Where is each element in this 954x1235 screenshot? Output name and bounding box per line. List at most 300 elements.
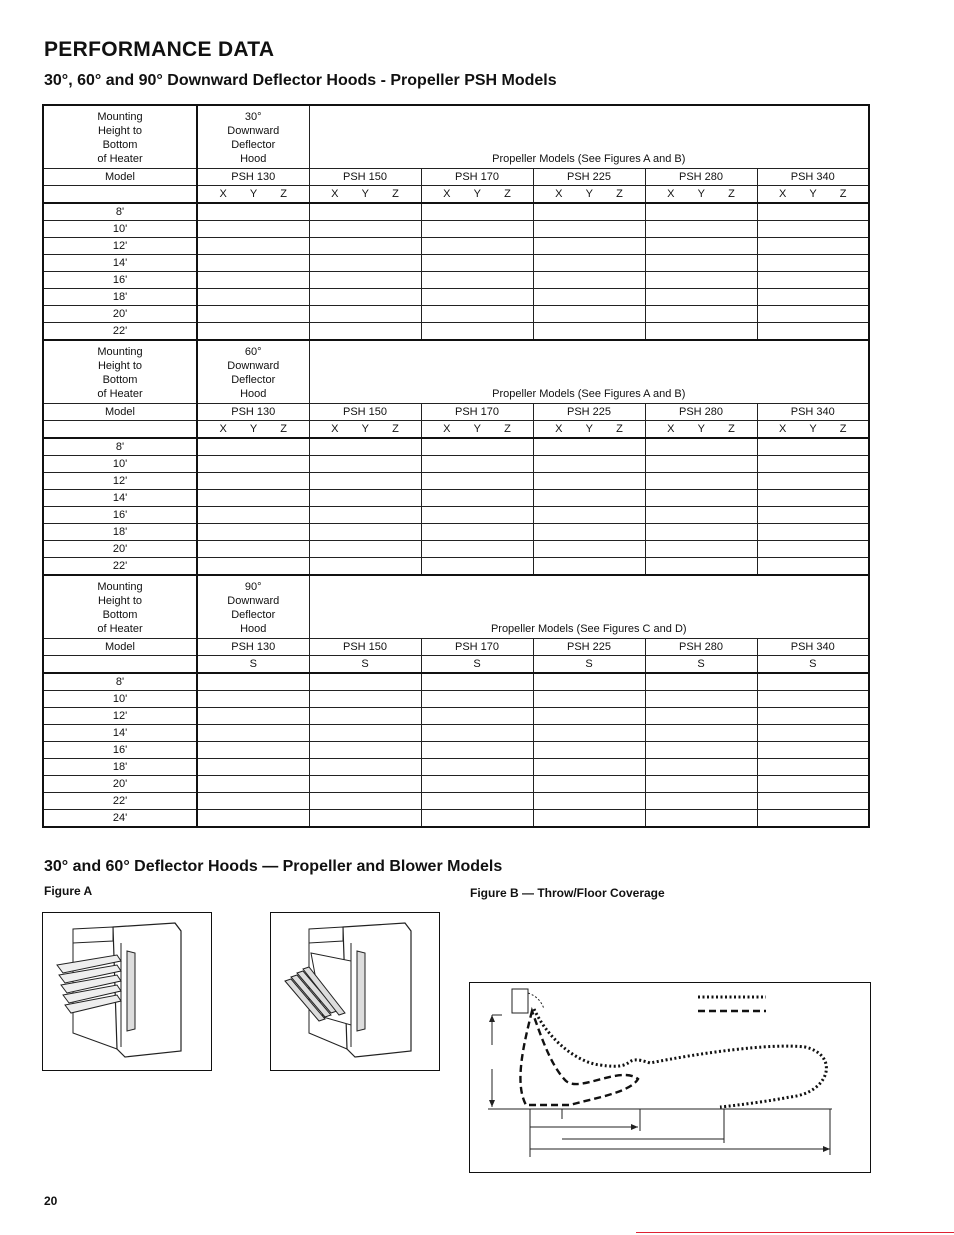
table-row (43, 793, 869, 810)
table-cell (533, 776, 645, 793)
model-row (43, 169, 869, 186)
table-cell (197, 456, 309, 473)
model-row (43, 404, 869, 421)
table-cell (197, 289, 309, 306)
sub-column-label: Y (249, 188, 258, 200)
sub-column-label: Y (473, 423, 481, 435)
table-cell (533, 708, 645, 725)
sub-column-cell (645, 421, 757, 439)
table-cell (421, 507, 533, 524)
table-cell (757, 306, 869, 323)
sub-column-row (43, 421, 869, 439)
table-cell (421, 289, 533, 306)
figure-b-throw-coverage-diagram (469, 982, 871, 1173)
table-cell (645, 490, 757, 507)
mounting-height-cell: 10' (43, 691, 197, 708)
table-cell (757, 776, 869, 793)
table-cell (533, 759, 645, 776)
table-row (43, 456, 869, 473)
sub-column-label: S (809, 658, 817, 670)
table-cell (197, 255, 309, 272)
sub-column-label: X (555, 188, 563, 200)
table-row (43, 306, 869, 323)
model-header-cell: PSH 225 (533, 169, 645, 186)
table-cell (533, 490, 645, 507)
table-cell (309, 456, 421, 473)
mounting-height-cell: 18' (43, 524, 197, 541)
table-cell (757, 524, 869, 541)
table-cell (309, 490, 421, 507)
model-header-cell: PSH 150 (309, 639, 421, 656)
table-cell (645, 306, 757, 323)
sub-column-label: X (667, 188, 675, 200)
sub-column-label: Y (585, 423, 593, 435)
table-cell (197, 673, 309, 691)
table-cell (421, 238, 533, 255)
table-cell (757, 793, 869, 810)
table-cell (421, 203, 533, 221)
table-cell (421, 221, 533, 238)
table-cell (421, 725, 533, 742)
table-cell (421, 306, 533, 323)
table-cell (533, 691, 645, 708)
table-cell (421, 272, 533, 289)
sub-column-label: Z (392, 188, 399, 200)
table-cell (645, 524, 757, 541)
model-header-cell: PSH 130 (197, 169, 309, 186)
table-cell (757, 323, 869, 341)
sub-column-label: S (361, 658, 369, 670)
table-cell (645, 725, 757, 742)
table-cell (533, 438, 645, 456)
figure-b-label: Figure B — Throw/Floor Coverage (470, 886, 665, 900)
mounting-height-cell: 8' (43, 203, 197, 221)
sub-column-label: S (585, 658, 593, 670)
sub-column-label: Z (504, 188, 511, 200)
table-cell (309, 272, 421, 289)
table-cell (197, 438, 309, 456)
table-row (43, 673, 869, 691)
model-header-cell: PSH 340 (757, 639, 869, 656)
table-cell (533, 272, 645, 289)
mounting-height-cell: 12' (43, 473, 197, 490)
model-header-cell: PSH 340 (757, 169, 869, 186)
sub-column-label: Z (504, 423, 511, 435)
section-header-row (43, 340, 869, 404)
table-cell (197, 793, 309, 810)
table-cell (533, 558, 645, 576)
table-cell (645, 438, 757, 456)
table-cell (197, 776, 309, 793)
table-cell (533, 507, 645, 524)
sub-column-cell (309, 186, 421, 204)
table-row (43, 725, 869, 742)
model-label: Model (43, 639, 197, 656)
mounting-height-cell: 10' (43, 456, 197, 473)
table-cell (533, 255, 645, 272)
sub-column-cell (757, 421, 869, 439)
mounting-height-cell: 8' (43, 438, 197, 456)
table-cell (421, 691, 533, 708)
table-row (43, 541, 869, 558)
sub-column-label: Y (809, 423, 817, 435)
table-row (43, 289, 869, 306)
table-row (43, 708, 869, 725)
table-cell (421, 759, 533, 776)
table-row (43, 221, 869, 238)
table-row (43, 507, 869, 524)
table-cell (309, 725, 421, 742)
table-cell (645, 323, 757, 341)
table-cell (533, 810, 645, 828)
sub-column-cell (197, 656, 309, 674)
table-row (43, 759, 869, 776)
model-header-cell: PSH 340 (757, 404, 869, 421)
section-title-deflector-hoods: 30° and 60° Deflector Hoods — Propeller and Blower Models (44, 858, 503, 875)
sub-column-blank (43, 421, 197, 439)
table-row (43, 323, 869, 341)
sub-column-label: Y (249, 423, 258, 435)
sub-column-label: Y (697, 423, 705, 435)
table-cell (645, 776, 757, 793)
table-row (43, 203, 869, 221)
mounting-height-cell: 20' (43, 776, 197, 793)
page-subtitle: 30°, 60° and 90° Downward Deflector Hoods - Propeller PSH Models (44, 72, 557, 89)
table-cell (645, 793, 757, 810)
table-cell (533, 673, 645, 691)
table-cell (197, 507, 309, 524)
table-cell (645, 810, 757, 828)
sub-column-label: Y (473, 188, 481, 200)
model-header-cell: PSH 170 (421, 404, 533, 421)
table-cell (645, 238, 757, 255)
table-cell (757, 473, 869, 490)
sub-column-blank (43, 186, 197, 204)
table-cell (309, 524, 421, 541)
sub-column-cell (533, 656, 645, 674)
table-cell (645, 203, 757, 221)
table-cell (533, 306, 645, 323)
table-cell (197, 272, 309, 289)
mounting-height-cell: 22' (43, 323, 197, 341)
table-cell (309, 708, 421, 725)
table-cell (197, 759, 309, 776)
table-cell (421, 524, 533, 541)
mounting-height-cell: 14' (43, 490, 197, 507)
sub-column-cell (197, 421, 309, 439)
mounting-height-cell: 22' (43, 793, 197, 810)
sub-column-label: X (331, 188, 339, 200)
table-cell (197, 203, 309, 221)
model-header-cell: PSH 170 (421, 169, 533, 186)
sub-column-label: Y (809, 188, 817, 200)
table-cell (421, 793, 533, 810)
table-cell (645, 255, 757, 272)
table-cell (421, 456, 533, 473)
table-cell (757, 255, 869, 272)
table-cell (757, 691, 869, 708)
table-cell (309, 221, 421, 238)
model-header-cell: PSH 150 (309, 404, 421, 421)
sub-column-label: Z (392, 423, 399, 435)
table-cell (421, 323, 533, 341)
table-cell (757, 759, 869, 776)
sub-column-label: Z (728, 188, 735, 200)
model-label: Model (43, 404, 197, 421)
mounting-height-cell: 10' (43, 221, 197, 238)
sub-column-label: Z (280, 188, 287, 200)
sub-column-label: X (331, 423, 339, 435)
model-header-cell: PSH 170 (421, 639, 533, 656)
table-cell (757, 456, 869, 473)
table-cell (533, 203, 645, 221)
mounting-height-cell: 14' (43, 255, 197, 272)
mounting-height-cell: 20' (43, 306, 197, 323)
sub-column-cell (421, 421, 533, 439)
table-cell (309, 323, 421, 341)
table-cell (197, 558, 309, 576)
figure-a-label: Figure A (44, 884, 93, 898)
table-cell (645, 558, 757, 576)
table-cell (197, 323, 309, 341)
sub-column-label: S (697, 658, 705, 670)
table-cell (421, 776, 533, 793)
model-header-cell: PSH 130 (197, 404, 309, 421)
table-cell (197, 742, 309, 759)
table-cell (645, 221, 757, 238)
table-cell (645, 541, 757, 558)
propeller-models-group-header: Propeller Models (See Figures C and D) (309, 575, 869, 639)
table-cell (197, 810, 309, 828)
sub-column-label: X (443, 188, 451, 200)
table-cell (421, 708, 533, 725)
sub-column-cell (533, 186, 645, 204)
table-cell (757, 742, 869, 759)
sub-column-cell (645, 186, 757, 204)
table-row (43, 810, 869, 828)
mounting-height-cell: 18' (43, 289, 197, 306)
mounting-height-cell: 8' (43, 673, 197, 691)
mounting-height-cell: 22' (43, 558, 197, 576)
hood-type-header: 60° Downward Deflector Hood (197, 340, 309, 404)
sub-column-blank (43, 656, 197, 674)
mounting-height-cell: 12' (43, 708, 197, 725)
table-row (43, 558, 869, 576)
table-cell (421, 742, 533, 759)
sub-column-label: S (473, 658, 481, 670)
table-cell (309, 203, 421, 221)
sub-column-cell (421, 656, 533, 674)
table-cell (533, 473, 645, 490)
table-cell (421, 490, 533, 507)
model-header-cell: PSH 150 (309, 169, 421, 186)
table-row (43, 776, 869, 793)
table-row (43, 438, 869, 456)
propeller-models-group-header: Propeller Models (See Figures A and B) (309, 105, 869, 169)
table-cell (757, 725, 869, 742)
mounting-height-cell: 20' (43, 541, 197, 558)
sub-column-row (43, 656, 869, 674)
sub-column-cell (645, 656, 757, 674)
model-header-cell: PSH 280 (645, 169, 757, 186)
table-cell (757, 438, 869, 456)
table-cell (309, 306, 421, 323)
sub-column-label: Z (280, 423, 287, 435)
table-cell (533, 793, 645, 810)
sub-column-label: X (219, 188, 227, 200)
page-number: 20 (44, 1194, 58, 1208)
table-row (43, 473, 869, 490)
performance-table (42, 104, 870, 828)
table-cell (421, 541, 533, 558)
mounting-height-cell: 16' (43, 742, 197, 759)
mounting-height-cell: 16' (43, 507, 197, 524)
table-row (43, 238, 869, 255)
table-cell (197, 221, 309, 238)
table-cell (421, 438, 533, 456)
section-header-row (43, 575, 869, 639)
table-cell (533, 725, 645, 742)
sub-column-label: Z (839, 188, 847, 200)
sub-column-label: S (249, 658, 257, 670)
table-cell (309, 673, 421, 691)
table-cell (197, 473, 309, 490)
sub-column-label: Z (616, 423, 623, 435)
mounting-height-cell: 12' (43, 238, 197, 255)
table-cell (421, 810, 533, 828)
table-cell (757, 289, 869, 306)
sub-column-cell (533, 421, 645, 439)
table-cell (421, 558, 533, 576)
table-cell (309, 558, 421, 576)
table-cell (309, 541, 421, 558)
table-cell (645, 673, 757, 691)
table-cell (309, 742, 421, 759)
mounting-height-header: Mounting Height to Bottom of Heater (43, 575, 197, 639)
table-cell (309, 759, 421, 776)
table-row (43, 272, 869, 289)
table-cell (757, 221, 869, 238)
sub-column-label: X (779, 423, 787, 435)
figure-a-30-degree-hood-image (42, 912, 212, 1071)
table-cell (645, 507, 757, 524)
mounting-height-cell: 16' (43, 272, 197, 289)
mounting-height-cell: 24' (43, 810, 197, 828)
sub-column-label: Y (697, 188, 705, 200)
model-header-cell: PSH 225 (533, 639, 645, 656)
table-cell (309, 507, 421, 524)
sub-column-label: Z (728, 423, 735, 435)
table-cell (757, 708, 869, 725)
table-row (43, 255, 869, 272)
model-header-cell: PSH 225 (533, 404, 645, 421)
page-title: PERFORMANCE DATA (44, 38, 275, 61)
sub-column-label: X (555, 423, 563, 435)
table-row (43, 524, 869, 541)
propeller-models-group-header: Propeller Models (See Figures A and B) (309, 340, 869, 404)
table-cell (757, 203, 869, 221)
model-label: Model (43, 169, 197, 186)
table-cell (309, 238, 421, 255)
table-cell (645, 289, 757, 306)
table-cell (421, 673, 533, 691)
table-cell (197, 725, 309, 742)
sub-column-row (43, 186, 869, 204)
table-cell (197, 238, 309, 255)
table-cell (645, 691, 757, 708)
figure-a-60-degree-hood-image (270, 912, 440, 1071)
sub-column-cell (757, 186, 869, 204)
footer-rule (636, 1232, 954, 1233)
model-header-cell: PSH 280 (645, 639, 757, 656)
table-cell (197, 541, 309, 558)
table-cell (197, 691, 309, 708)
table-cell (533, 456, 645, 473)
sub-column-label: Z (616, 188, 623, 200)
section-header-row (43, 105, 869, 169)
model-row (43, 639, 869, 656)
mounting-height-cell: 18' (43, 759, 197, 776)
table-cell (421, 473, 533, 490)
table-cell (309, 255, 421, 272)
table-cell (309, 810, 421, 828)
table-cell (533, 524, 645, 541)
table-cell (197, 524, 309, 541)
sub-column-label: X (219, 423, 227, 435)
table-cell (309, 776, 421, 793)
sub-column-cell (757, 656, 869, 674)
table-cell (645, 759, 757, 776)
table-cell (533, 238, 645, 255)
sub-column-label: X (667, 423, 675, 435)
table-cell (533, 742, 645, 759)
sub-column-label: X (779, 188, 787, 200)
model-header-cell: PSH 280 (645, 404, 757, 421)
mounting-height-cell: 14' (43, 725, 197, 742)
table-cell (309, 289, 421, 306)
table-cell (309, 793, 421, 810)
table-cell (197, 306, 309, 323)
sub-column-cell (197, 186, 309, 204)
table-cell (757, 507, 869, 524)
table-cell (645, 708, 757, 725)
table-cell (757, 272, 869, 289)
table-cell (197, 708, 309, 725)
table-row (43, 742, 869, 759)
mounting-height-header: Mounting Height to Bottom of Heater (43, 340, 197, 404)
table-row (43, 490, 869, 507)
table-cell (421, 255, 533, 272)
table-cell (533, 323, 645, 341)
table-cell (197, 490, 309, 507)
hood-type-header: 30° Downward Deflector Hood (197, 105, 309, 169)
table-cell (309, 473, 421, 490)
sub-column-cell (421, 186, 533, 204)
sub-column-label: Y (361, 423, 369, 435)
table-row (43, 691, 869, 708)
table-cell (757, 673, 869, 691)
mounting-height-header: Mounting Height to Bottom of Heater (43, 105, 197, 169)
sub-column-label: Z (839, 423, 847, 435)
table-cell (645, 473, 757, 490)
table-cell (757, 558, 869, 576)
table-cell (533, 541, 645, 558)
sub-column-label: Y (585, 188, 593, 200)
table-cell (645, 742, 757, 759)
table-cell (309, 691, 421, 708)
table-cell (757, 810, 869, 828)
table-cell (309, 438, 421, 456)
